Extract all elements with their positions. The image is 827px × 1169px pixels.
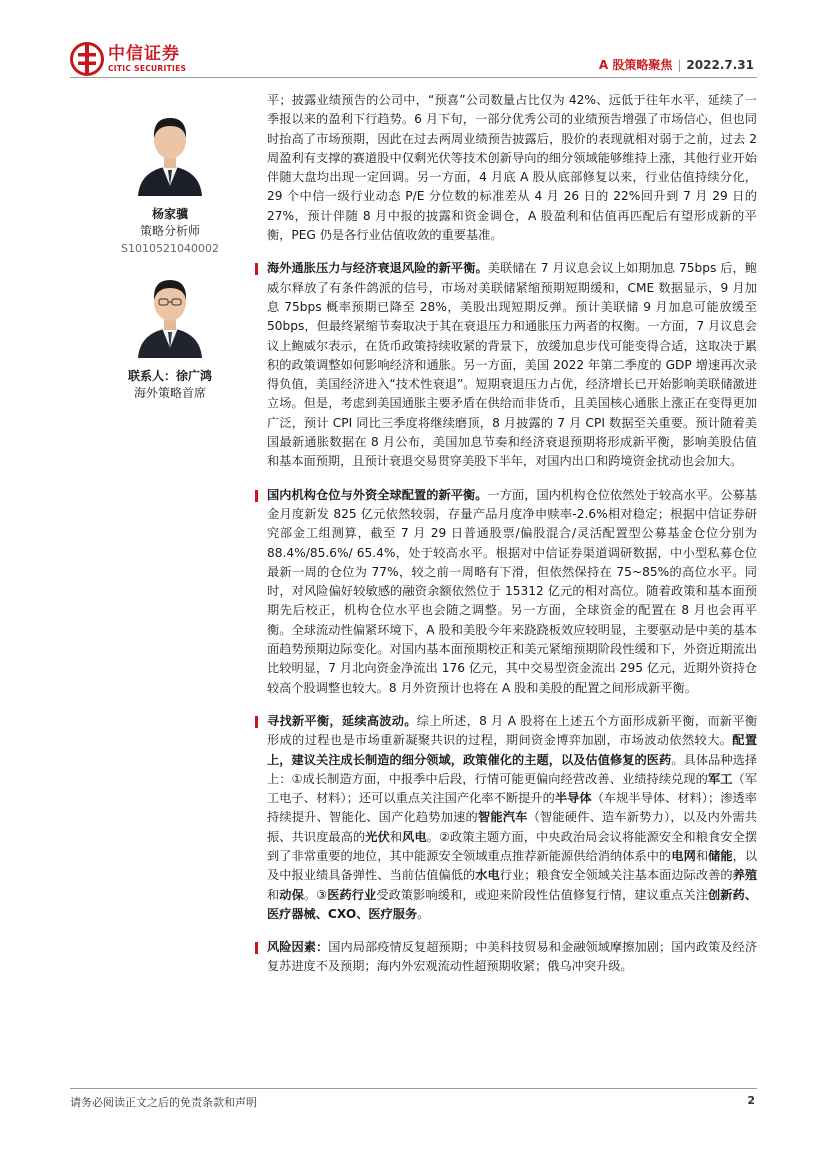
contact-title: 海外策略首席: [133, 386, 206, 400]
paragraph-overseas: [267, 259, 757, 471]
sector-keyword: 电网: [671, 848, 696, 863]
logo-text-cn: 中信证券: [108, 44, 180, 64]
paragraph-text: 行业；粮食安全领域关注基本面边际改善的: [499, 868, 733, 883]
citic-logo-icon: [70, 42, 104, 76]
logo-text-en: CITIC SECURITIES: [108, 64, 187, 73]
paragraph-text: 。②政策主题方面，中央政治局会议将能源安全和粮食安全摆到了非常重要的地位，其中能源安全领域重点推荐新能源供给消纳体系中的: [267, 829, 758, 863]
paragraph-earnings: [267, 91, 757, 245]
paragraph-text: 国内局部疫情反复超预期；中美科技贸易和金融领域摩擦加剧；国内政策及经济复苏进度不及预期；海内外宏观流动性超预期收紧；俄乌冲突升级。: [267, 940, 758, 974]
paragraph-text: （智能硬件、造车新势力），以及内外需共振、共识度最高的: [267, 810, 758, 844]
header-separator: |: [677, 58, 682, 72]
contact-name: 联系人：徐广鸿: [127, 369, 212, 383]
sector-keyword: 储能: [708, 848, 733, 863]
report-category: A 股策略聚焦: [598, 58, 673, 72]
paragraph-text: 受政策影响缓和，或迎来阶段性估值修复行情，建议重点关注: [376, 887, 708, 902]
paragraph-heading: 风险因素：: [267, 940, 329, 955]
report-header-info: [599, 56, 754, 73]
paragraph-risks: [267, 938, 757, 977]
report-date: 2022.7.31: [686, 58, 754, 72]
analyst-photo: [124, 266, 216, 358]
sector-keyword: 医药行业: [327, 887, 377, 902]
paragraph-text: ，以及中报业绩具备弹性、当前估值偏低的: [267, 848, 758, 883]
analyst-title: 策略分析师: [139, 224, 200, 238]
sector-keyword: 半导体: [554, 791, 592, 806]
sector-keyword: 军工: [707, 771, 733, 786]
paragraph-heading: 海外通胀压力与经济衰退风险的新平衡。: [267, 261, 488, 276]
sector-keyword: 风电: [402, 829, 427, 844]
sector-keyword: 光伏: [365, 829, 390, 844]
paragraph-text: （车规半导体、材料）；渗透率持续提升、智能化、国产化趋势加速的: [267, 791, 757, 825]
sector-keyword: 水电: [475, 868, 500, 883]
sector-keyword: 创新药、医疗器械、CXO、医疗服务: [267, 887, 758, 921]
paragraph-institutions: [267, 486, 757, 698]
sector-keyword: 智能汽车: [477, 810, 528, 825]
analyst-name: 杨家骥: [151, 207, 188, 221]
sector-keyword: 养殖: [732, 868, 758, 883]
paragraph-text: 一方面，国内机构仓位依然处于较高水平。公募基金月度新发 825 亿元依然较弱，存量产品月度净申赎率-2.6%相对稳定；根据中信证券研究部金工组测算，截至 7 月 29 日普通股票/偏股混合/灵活配置型公募基金仓位分别为 88.4%/85.6%/ 65.4%，处于较高水平。根据对中信证券渠道调研数据，中小型私募仓位最新一周的仓位为 77%，较之前一周略有下滑，但依然保持在 75~85%的高位水平。同时，对风险偏好较敏感的融资余额依然位于 15312 亿元的相对高位。随着政策和基本面预期先后校正，机构仓位水平也会随之调整。另一方面，全球资金的配置在 8 月也会再平衡。全球流动性偏紧环境下，A 股和美股今年来跷跷板效应较明显，主要驱动是中美的基本面趋势预期边际变化。对国内基本面预期校正和美元紧缩预期阶段性缓和下，外资近期流出比较明显，7 月北向资金净流出 176 亿元，其中交易型资金流出 295 亿元，近期外资持仓较高个股调整也较大。8 月外资预计也将在 A 股和美股的配置之间形成新平衡。: [267, 487, 758, 695]
report-body: [267, 91, 757, 991]
sector-keyword: 动保: [279, 887, 304, 902]
paragraph-text: （军工电子、材料）；还可以重点关注国产化率不断提升的: [267, 771, 758, 806]
paragraph-text: 。: [417, 906, 430, 921]
analyst-license-id: S1010521040002: [121, 242, 219, 255]
paragraph-text: 平；披露业绩预告的公司中，“预喜”公司数量占比仅为 42%、远低于往年水平，延续了一季报以来的盈利下行趋势。6 月下旬，一部分优秀公司的业绩预告增强了市场信心，但也同时抬高了市场预期，因此在过去两周业绩预告披露后，股价的表现就相对弱于之前，过去 2 周盈利有支撑的赛道股中仅剩光伏等技术创新导向的细分领域能够维持上涨，其他行业开始伴随大盘均出现一定回调。另一方面，4 月底 A 股从底部修复以来，行业估值持续分化，29 个中信一级行业动态 P/E 分位数的标准差从 4 月 26 日的 22%回升到 7 月 29 日的 27%，预计伴随 8 月中报的披露和资金调仓，A 股盈利和估值再匹配后有望形成新的平衡，PEG 仍是各行业估值收敛的重要基准。: [267, 93, 757, 243]
paragraph-text: 和: [389, 829, 403, 844]
analyst-card-1: [110, 104, 230, 257]
paragraph-text: 美联储在 7 月议息会议上如期加息 75bps 后，鲍威尔释放了有条件鸽派的信号，市场对美联储紧缩预期短期缓和，CME 数据显示，9 月加息 75bps 概率预期已降至 28%，美股出现短期反弹。预计美联储 9 月加息可能放缓至 50bps，但最终紧缩节奏取决于其在衰退压力和通胀压力两者的权衡。一方面，7 月议息会议上鲍威尔表示，在货币政策持续收紧的背景下，放缓加息步伐可能变得合适，这取决于累积的政策调整如何影响经济和通胀。另一方面，美国 2022 年第二季度的 GDP 增速再次录得负值，美国经济进入“技术性衰退”。短期衰退压力占优，经济增长已开始影响美联储激进立场。但是，考虑到美国通胀主要矛盾在供给而非货币，且美国核心通胀上涨正在变得更加广泛，预计 CPI 同比三季度将继续磨顶，8 月披露的 7 月 CPI 数据至关重要。预计随着美国最新通胀数据在 8 月公布，美国加息节奏和经济衰退预期将形成新平衡，影响美股估值和基本面预期，且预计衰退交易贯穿美股下半年，对国内出口和跨境资金扰动也会加大。: [267, 261, 757, 469]
footer-divider: [70, 1088, 757, 1089]
paragraph-text: 综上所述，8 月 A 股将在上述五个方面形成新平衡，而新平衡形成的过程也是市场重新凝聚共识的过程，期间资金博弈加剧，市场波动依然较大。: [267, 713, 758, 748]
header-divider: [70, 77, 757, 78]
analyst-card-2: [110, 266, 230, 402]
disclaimer-notice: 请务必阅读正文之后的免责条款和声明: [70, 1096, 257, 1109]
citic-logo: [70, 42, 186, 76]
paragraph-allocation: [267, 712, 757, 924]
paragraph-text: 。具体品种选择上：①成长制造方面，中报季中后段，行情可能更偏向经营改善、业绩持续兑现的: [267, 752, 758, 786]
paragraph-text: 和: [695, 848, 709, 863]
allocation-recommendation: 配置上，建议关注成长制造的细分领域，政策催化的主题，以及估值修复的医药: [267, 733, 758, 767]
paragraph-text: 和: [267, 887, 280, 902]
analyst-photo: [124, 104, 216, 196]
paragraph-heading: 国内机构仓位与外资全球配置的新平衡。: [267, 487, 488, 502]
paragraph-heading: 寻找新平衡，延续高波动。: [267, 713, 417, 728]
page-number: 2: [747, 1094, 755, 1107]
paragraph-text: 。③: [303, 887, 328, 902]
